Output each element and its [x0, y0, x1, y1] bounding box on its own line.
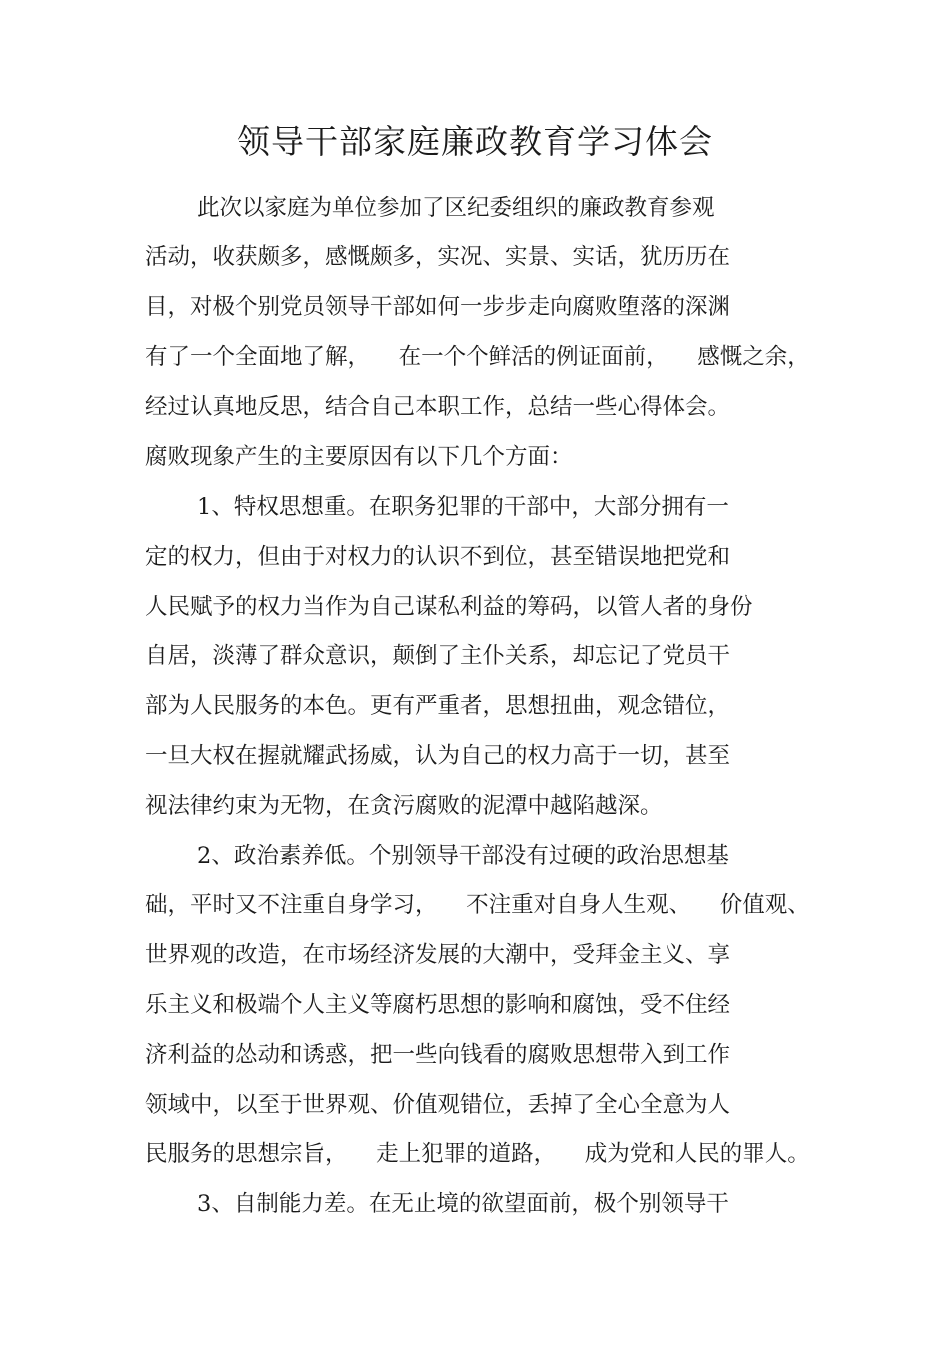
paragraph-line-7: 1、特权思想重。在职务犯罪的干部中，大部分拥有一: [197, 494, 729, 520]
paragraph-line-16: 世界观的改造，在市场经济发展的大潮中，受拜金主义、享: [145, 942, 731, 968]
paragraph-line-19: 领域中，以至于世界观、价值观错位，丢掉了全心全意为人: [145, 1092, 731, 1118]
paragraph-line-4: 有了一个全面地了解， 在一个个鲜活的例证面前， 感慨之余，: [145, 344, 810, 370]
paragraph-line-11: 部为人民服务的本色。更有严重者，思想扭曲，观念错位，: [145, 693, 731, 719]
document-title: 领导干部家庭廉政教育学习体会: [237, 122, 713, 161]
paragraph-line-21: 3、自制能力差。在无止境的欲望面前，极个别领导干: [197, 1191, 729, 1217]
paragraph-line-13: 视法律约束为无物，在贪污腐败的泥潭中越陷越深。: [145, 793, 663, 819]
paragraph-line-18: 济利益的怂动和诱惑，把一些向钱看的腐败思想带入到工作: [145, 1042, 731, 1068]
paragraph-line-10: 自居，淡薄了群众意识，颠倒了主仆关系，却忘记了党员干: [145, 643, 731, 669]
paragraph-line-12: 一旦大权在握就耀武扬威，认为自己的权力高于一切，甚至: [145, 743, 731, 769]
paragraph-line-20: 民服务的思想宗旨， 走上犯罪的道路， 成为党和人民的罪人。: [145, 1141, 810, 1167]
paragraph-line-8: 定的权力，但由于对权力的认识不到位，甚至错误地把党和: [145, 544, 731, 570]
paragraph-line-9: 人民赋予的权力当作为自己谋私利益的筹码，以管人者的身份: [145, 594, 753, 620]
paragraph-line-17: 乐主义和极端个人主义等腐朽思想的影响和腐蚀，受不住经: [145, 992, 731, 1018]
paragraph-line-14: 2、政治素养低。个别领导干部没有过硬的政治思想基: [197, 843, 729, 869]
paragraph-line-5: 经过认真地反思，结合自己本职工作，总结一些心得体会。: [145, 394, 731, 420]
paragraph-line-15: 础，平时又不注重自身学习， 不注重对自身人生观、 价值观、: [145, 892, 810, 918]
paragraph-line-3: 目，对极个别党员领导干部如何一步步走向腐败堕落的深渊: [145, 294, 731, 320]
paragraph-line-2: 活动，收获颇多，感慨颇多，实况、实景、实话，犹历历在: [145, 244, 731, 270]
paragraph-line-1: 此次以家庭为单位参加了区纪委组织的廉政教育参观: [197, 195, 715, 221]
paragraph-line-6: 腐败现象产生的主要原因有以下几个方面：: [145, 444, 573, 470]
